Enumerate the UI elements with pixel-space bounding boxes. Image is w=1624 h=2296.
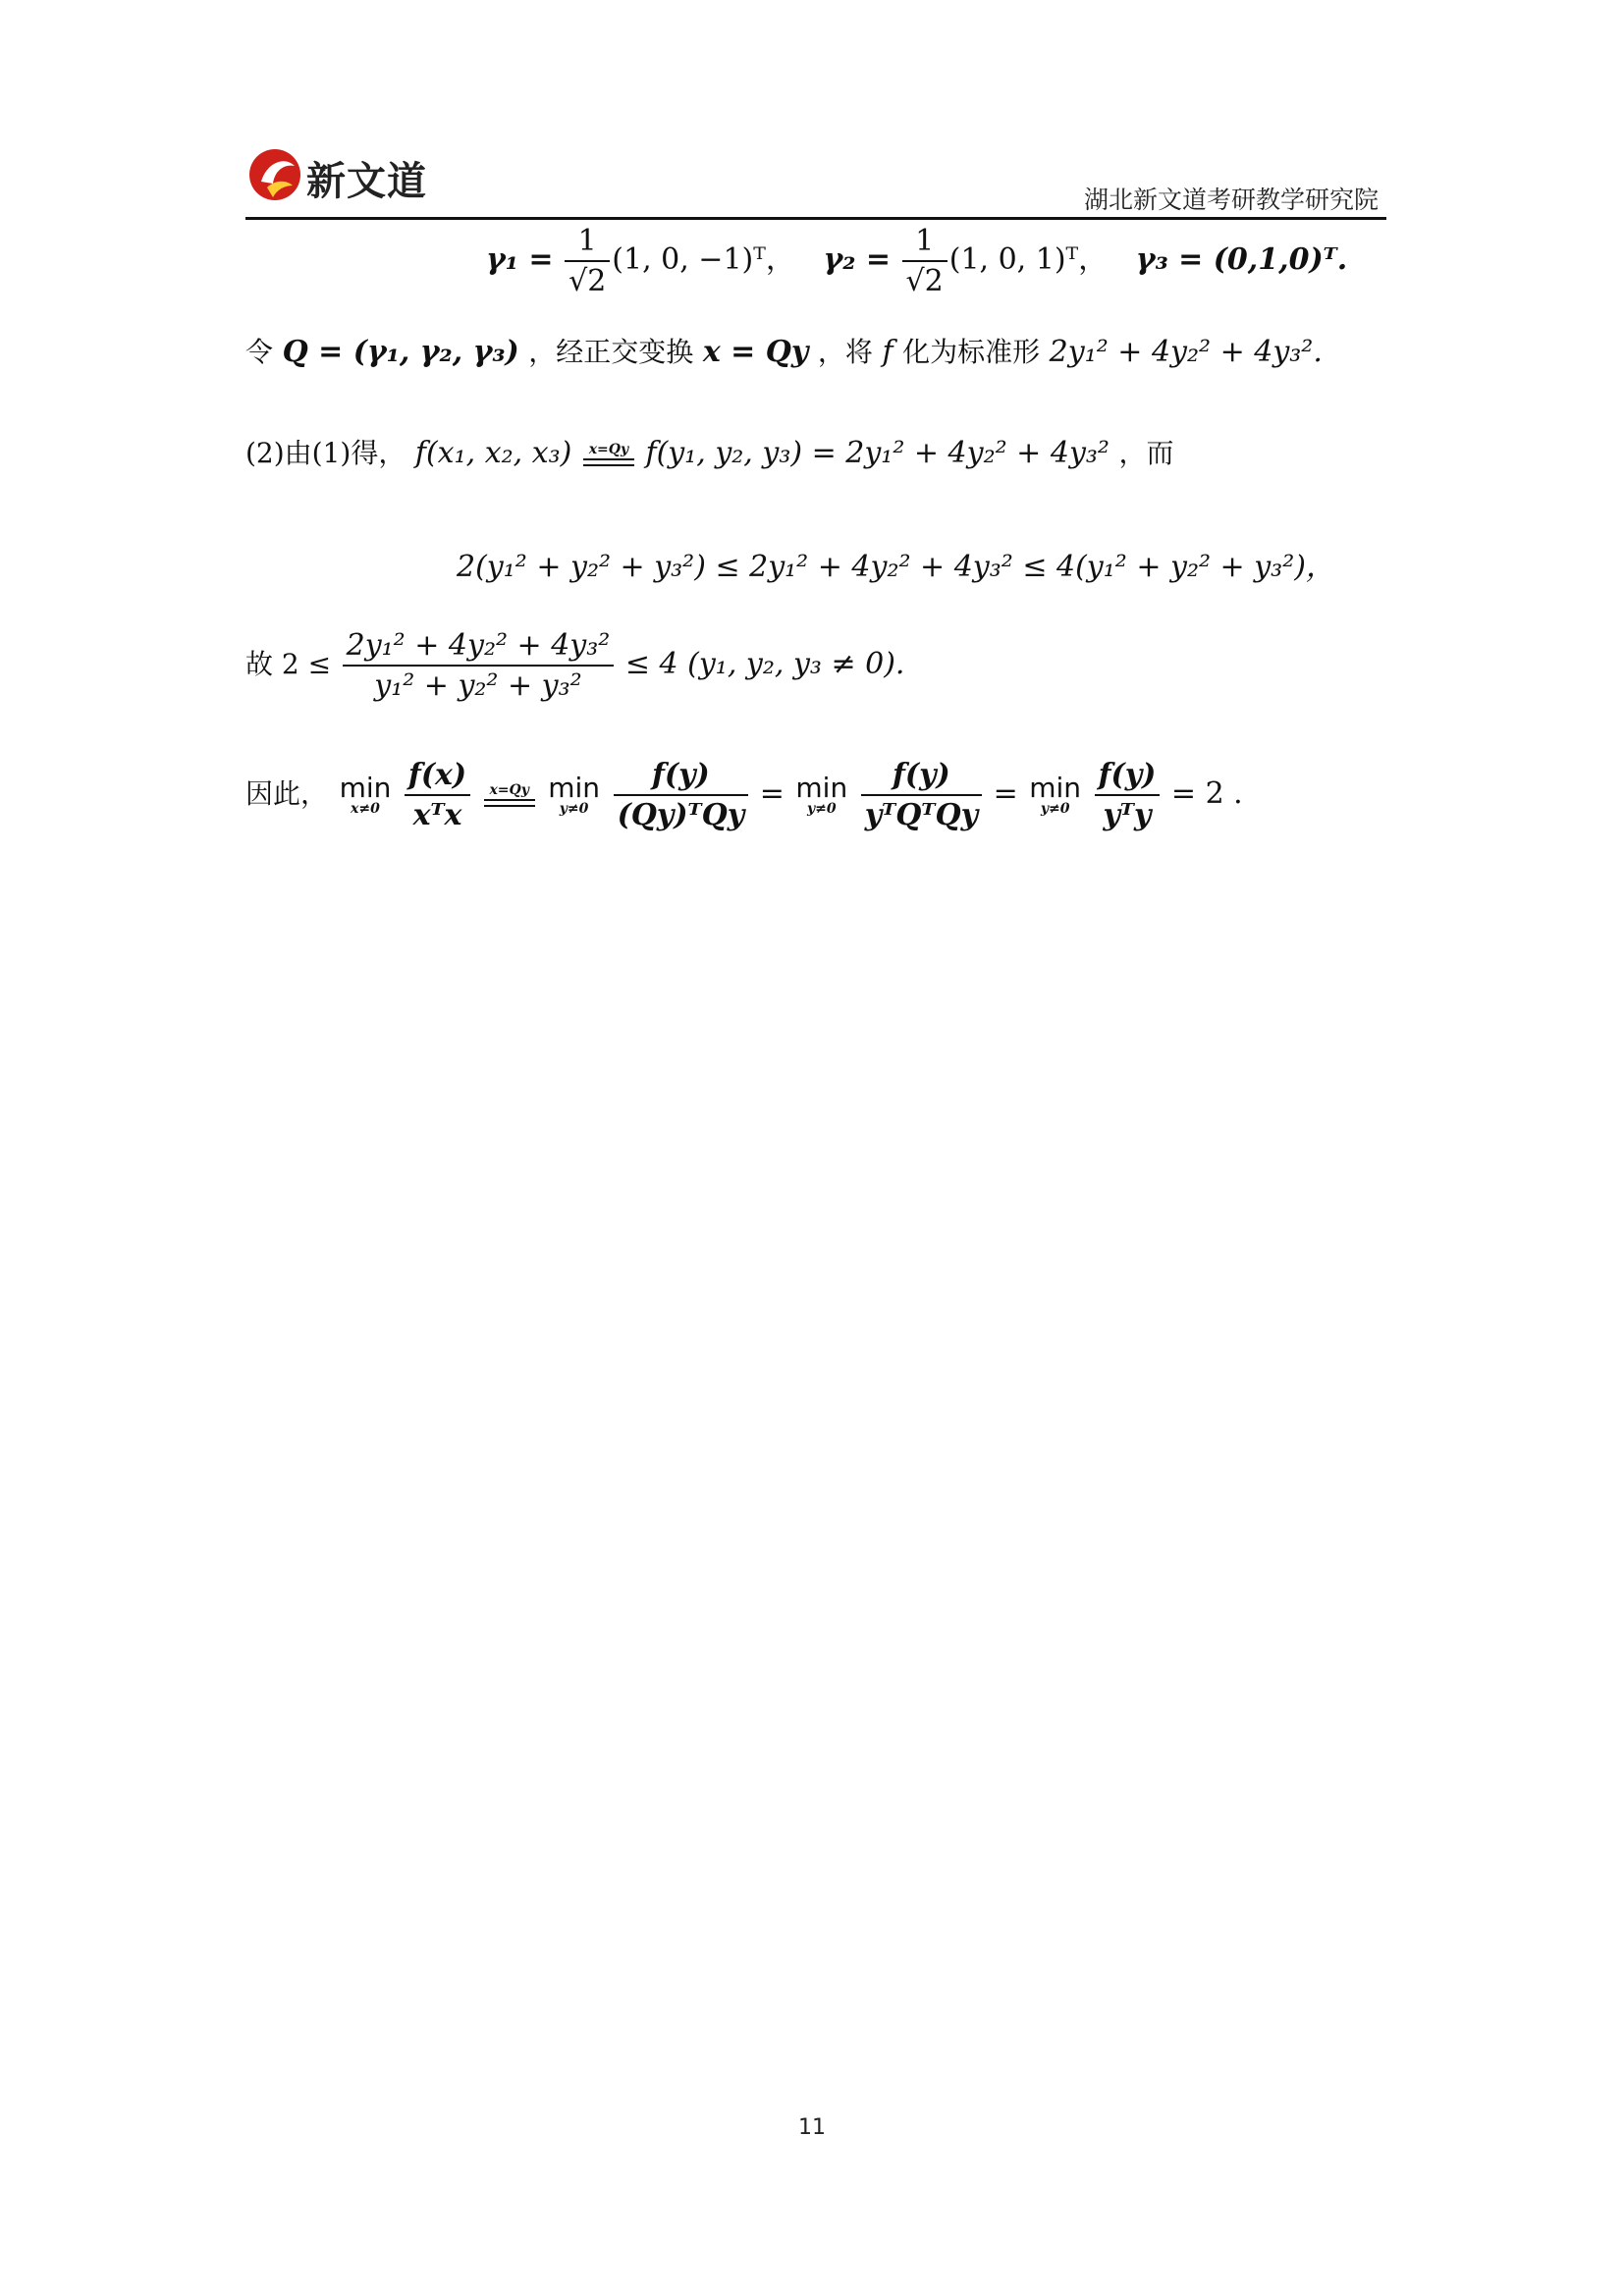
gamma2-label: γ₂ = xyxy=(823,242,891,277)
gamma2-vector: (1, 0, 1)ᵀ， xyxy=(948,242,1109,277)
orthogonal-transform-line xyxy=(245,331,1323,370)
min-over-y-2 xyxy=(795,774,847,816)
fy-over-qyqy xyxy=(614,758,749,832)
header-rule xyxy=(245,217,1386,220)
x-eq-Qy: x = Qy xyxy=(702,335,809,369)
fx-over-xtx xyxy=(405,758,470,832)
line2-mid2: ，将 xyxy=(817,336,873,368)
gamma3-vector: γ₃ = (0,1,0)ᵀ. xyxy=(1135,242,1348,277)
logo-mark-icon xyxy=(245,142,304,207)
f-symbol: f xyxy=(882,335,893,369)
ratio-den: y₁² + y₂² + y₃² xyxy=(374,668,582,703)
gamma1-label: γ₁ = xyxy=(486,242,554,277)
inequality-chain: 2(y₁² + y₂² + y₃²) ≤ 2y₁² + 4y₂² + 4y₃² ≤ 4(y₁² + y₂² + y₃²)， xyxy=(457,550,1335,584)
min-over-y-1 xyxy=(548,774,600,816)
line5-pre: 故 2 ≤ xyxy=(245,648,332,680)
ratio-fraction xyxy=(343,628,615,703)
line3-post: ，而 xyxy=(1118,437,1174,469)
min-y3-sub: y≠0 xyxy=(1040,801,1070,817)
standard-form: 2y₁² + 4y₂² + 4y₃². xyxy=(1049,335,1323,369)
xtx-den: xᵀx xyxy=(412,798,462,832)
result-value: = 2 . xyxy=(1170,776,1243,811)
Q-definition: Q = (γ₁, γ₂, γ₃) xyxy=(282,335,519,369)
line6-pre: 因此， xyxy=(245,777,329,810)
min-over-y-3 xyxy=(1029,774,1081,816)
defeq2-bars xyxy=(484,799,535,807)
f-of-x: f(x₁, x₂, x₃) xyxy=(414,436,572,470)
fy-num-3: f(y) xyxy=(1095,758,1161,796)
defeq-label: x=Qy xyxy=(588,442,629,457)
logo-text: 新文道 xyxy=(306,159,427,204)
logo xyxy=(245,142,432,211)
min-x-text: min xyxy=(339,772,392,804)
equals-2: = xyxy=(993,776,1018,811)
qyqy-den: (Qy)ᵀQy xyxy=(617,798,745,832)
line2-mid3: 化为标准形 xyxy=(902,336,1041,368)
yqqy-den: yᵀQᵀQy xyxy=(864,798,979,832)
line3-pre: (2)由(1)得， xyxy=(245,437,406,469)
fy-over-yty xyxy=(1095,758,1161,832)
fy-num-2: f(y) xyxy=(861,758,982,796)
gamma-vectors-line xyxy=(486,224,1347,298)
part2-line xyxy=(245,432,1174,471)
defined-equals xyxy=(583,443,634,466)
equals-1: = xyxy=(759,776,785,811)
line2-mid: ，经正交变换 xyxy=(528,336,694,368)
ratio-num: 2y₁² + 4y₂² + 4y₃² xyxy=(343,628,615,667)
gamma1-vector: (1, 0, −1)ᵀ， xyxy=(612,242,795,277)
fx-num: f(x) xyxy=(405,758,470,796)
fy-num-1: f(y) xyxy=(614,758,749,796)
defeq-bars xyxy=(583,458,634,466)
min-y2-sub: y≠0 xyxy=(806,801,837,817)
defined-equals-2 xyxy=(484,783,535,807)
line2-pre: 令 xyxy=(245,336,274,368)
min-over-x xyxy=(340,774,392,816)
page-number: 11 xyxy=(798,2115,826,2140)
min-y2-text: min xyxy=(795,772,848,804)
inequality-line xyxy=(457,542,1335,585)
yty-den: yᵀy xyxy=(1103,798,1152,832)
min-y1-text: min xyxy=(548,772,601,804)
min-y1-sub: y≠0 xyxy=(559,801,589,817)
header-org: 湖北新文道考研教学研究院 xyxy=(1083,186,1379,214)
conclusion-line xyxy=(245,758,1243,832)
line5-post: ≤ 4 (y₁, y₂, y₃ ≠ 0). xyxy=(624,647,905,681)
min-x-sub: x≠0 xyxy=(351,801,380,817)
gamma1-coefficient xyxy=(565,224,610,298)
min-y3-text: min xyxy=(1029,772,1082,804)
bound-line xyxy=(245,628,904,703)
gamma1-den: √2 xyxy=(568,264,607,298)
gamma2-num: 1 xyxy=(902,224,947,262)
gamma2-den: √2 xyxy=(905,264,944,298)
fy-over-yqqy xyxy=(861,758,982,832)
gamma1-num: 1 xyxy=(565,224,610,262)
f-of-y: f(y₁, y₂, y₃) = 2y₁² + 4y₂² + 4y₃² xyxy=(645,436,1110,470)
gamma2-coefficient xyxy=(902,224,947,298)
defeq2-label: x=Qy xyxy=(489,782,529,798)
